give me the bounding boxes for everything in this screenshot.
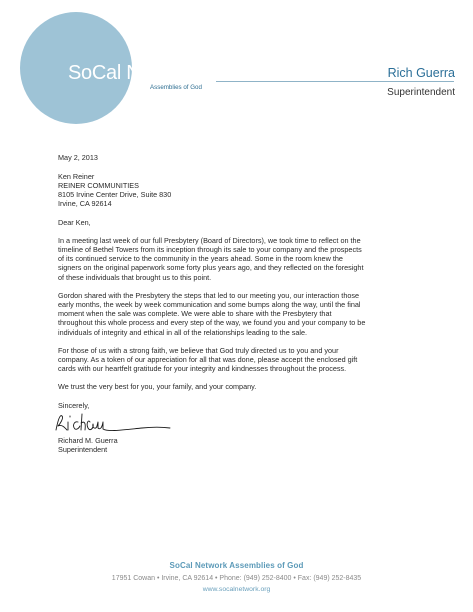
paragraph-line: throughout this whole process and every step of the way, we found you and your company to be — [58, 318, 366, 328]
paragraph-line: We trust the very best for you, your family, and your company. — [58, 382, 257, 392]
salutation: Dear Ken, — [58, 217, 91, 227]
paragraph-4 — [58, 382, 456, 391]
paragraph-line: early months, the week by week communication and some bumps along the way, until the final — [58, 299, 361, 309]
sender-title: Superintendent — [387, 87, 455, 98]
recipient-line: REINER COMMUNITIES — [58, 180, 139, 190]
paragraph-line: of these individuals that brought us to this point. — [58, 272, 212, 282]
footer-url: www.socalnetwork.org — [202, 586, 271, 593]
letter-body — [58, 153, 456, 454]
logo-text: SoCal Network — [68, 62, 198, 84]
paragraph-line: company. As a token of our appreciation for all that was done, please accept the enclosed gift — [58, 354, 358, 364]
signer-name: Richard M. Guerra — [58, 435, 118, 445]
recipient-address — [58, 172, 456, 209]
paragraph-line: cards with our heartfelt gratitude for your integrity and kindnesses throughout the process. — [58, 364, 347, 374]
paragraph-line: moment when the sale was complete. We were able to share with the Presbytery that — [58, 309, 332, 319]
footer-address: 17951 Cowan • Irvine, CA 92614 • Phone: (949) 252-8400 • Fax: (949) 252-8435 — [111, 575, 362, 582]
paragraph-line: of its continued service to the community in the years ahead. Some in the room knew the — [58, 254, 343, 264]
paragraph-3 — [58, 346, 456, 374]
paragraph-line: For those of us with a strong faith, we believe that God truly directed us to you and your — [58, 345, 339, 355]
recipient-line: Irvine, CA 92614 — [58, 199, 112, 209]
paragraph-line: timeline of Bethel Towers from its inception through its sale to your company and the prospects — [58, 244, 362, 254]
paragraph-2 — [58, 291, 456, 337]
sender-name: Rich Guerra — [387, 66, 455, 80]
header-rule — [216, 81, 454, 82]
closing: Sincerely, — [58, 400, 90, 410]
recipient-line: Ken Reiner — [58, 171, 95, 181]
signer-title: Superintendent — [58, 444, 108, 454]
footer-org: SoCal Network Assemblies of God — [169, 561, 304, 570]
paragraph-1 — [58, 236, 456, 282]
paragraph-line: In a meeting last week of our full Presbytery (Board of Directors), we took time to reflect on the — [58, 235, 361, 245]
paragraph-line: signers on the original paperwork some forty plus years ago, and they reflected on the foresight — [58, 263, 364, 273]
paragraph-line: Gordon shared with the Presbytery the steps that led to our meeting you, our interaction those — [58, 290, 360, 300]
paragraph-line: individuals of integrity and ethical in all of the relationships leading to the sale. — [58, 327, 308, 337]
recipient-line: 8105 Irvine Center Drive, Suite 830 — [58, 190, 172, 200]
signature-image — [58, 410, 456, 436]
logo-subtitle: Assemblies of God — [150, 84, 202, 91]
letter-date: May 2, 2013 — [58, 153, 98, 162]
